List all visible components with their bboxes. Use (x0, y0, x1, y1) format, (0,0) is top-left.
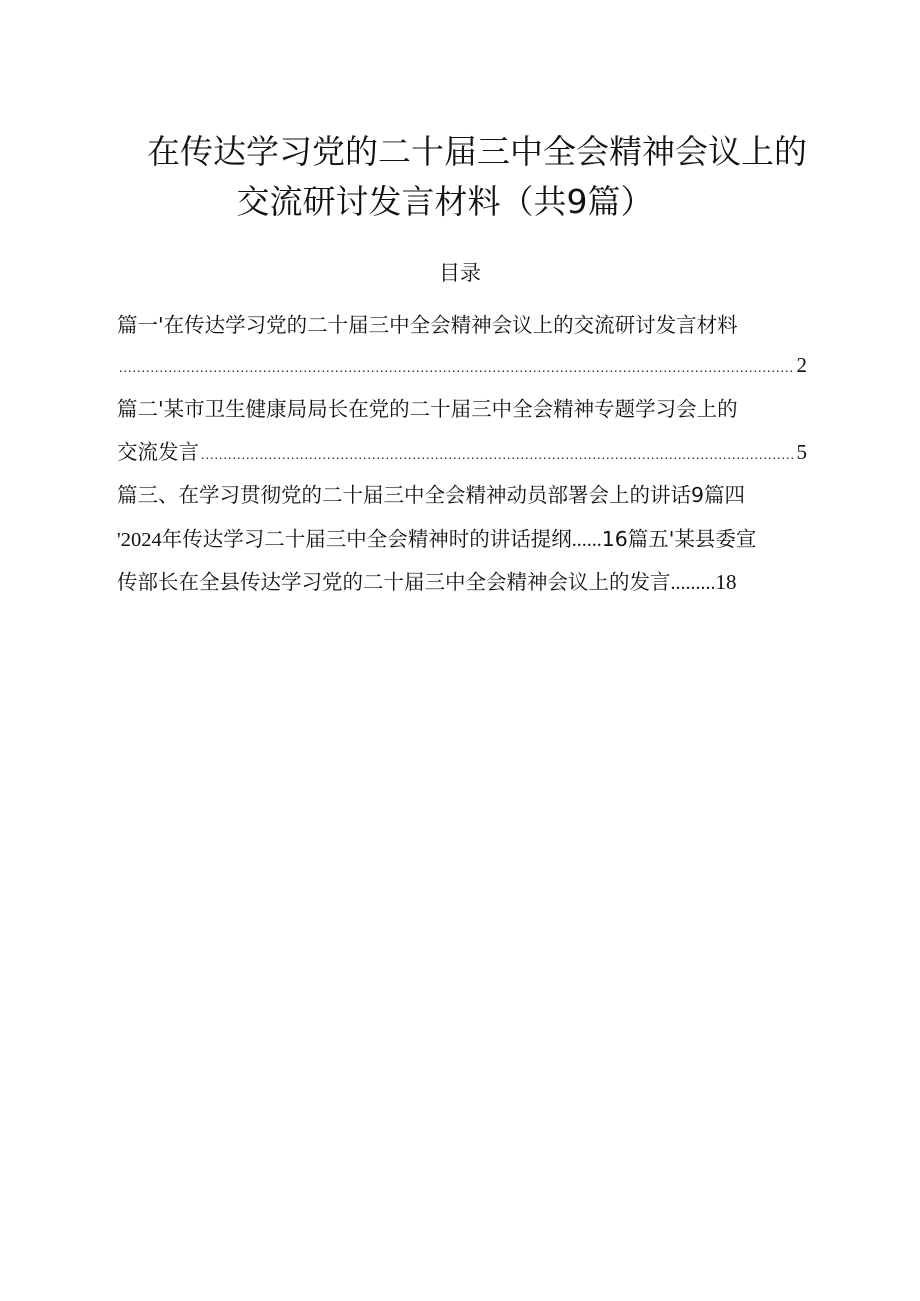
toc-entry-5-row[interactable] (117, 569, 737, 596)
toc-leader-dots (119, 356, 795, 382)
toc-entry-1-page-row[interactable] (117, 352, 807, 382)
toc-entry-5-page: 18 (715, 570, 737, 594)
document-title-line-1: 在传达学习党的二十届三中全会精神会议上的 (147, 132, 807, 171)
toc-entry-5-title: 传部长在全县传达学习党的二十届三中全会精神会议上的发言 (117, 570, 671, 594)
toc-entry-3-title[interactable]: 篇三、在学习贯彻党的二十届三中全会精神动员部署会上的讲话9篇四 (117, 483, 746, 507)
toc-entry-4-dots: ...... (571, 529, 602, 551)
toc-entry-5-dots: ......... (670, 572, 716, 594)
toc-entry-4-row[interactable] (117, 526, 756, 553)
toc-entry-4-title: '2024年传达学习二十届三中全会精神时的讲话提纲 (117, 529, 572, 551)
toc-entry-2-title[interactable]: 篇二'某市卫生健康局局长在党的二十届三中全会精神专题学习会上的 (117, 397, 738, 421)
toc-entry-2-page-row[interactable] (117, 439, 807, 469)
toc-entry-1-title[interactable]: 篇一'在传达学习党的二十届三中全会精神会议上的交流研讨发言材料 (117, 313, 738, 337)
toc-entry-2-page: 5 (796, 440, 807, 464)
document-title-line-2: 交流研讨发言材料（共9篇） (236, 182, 654, 221)
toc-leader-dots (201, 443, 795, 469)
toc-entry-4-page-and-entry-5: 16篇五'某县委宣 (601, 527, 757, 551)
toc-entry-2-title-cont: 交流发言 (117, 440, 199, 464)
toc-heading: 目录 (439, 261, 481, 285)
toc-entry-1-page: 2 (796, 353, 807, 377)
